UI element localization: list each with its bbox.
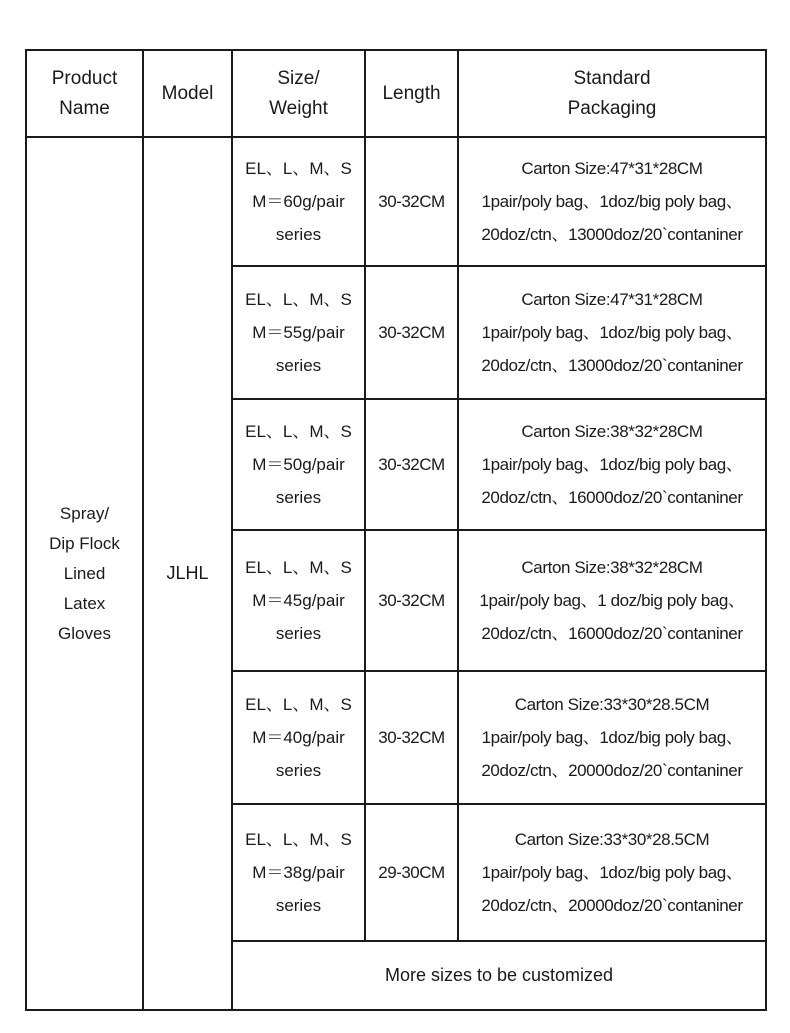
product-name-cell: Spray/ Dip Flock Lined Latex Gloves [26,137,143,1010]
size-weight-cell: EL、L、M、S M＝40g/pair series [232,671,365,804]
size-weight-cell: EL、L、M、S M＝38g/pair series [232,804,365,941]
header-model: Model [143,50,232,137]
length-cell: 29-30CM [365,804,458,941]
size-weight-cell: EL、L、M、S M＝45g/pair series [232,530,365,671]
length-cell: 30-32CM [365,399,458,530]
length-cell: 30-32CM [365,671,458,804]
packaging-cell: Carton Size:47*31*28CM 1pair/poly bag、1doz/big poly bag、 20doz/ctn、13000doz/20`contaniner [458,266,766,399]
size-weight-cell: EL、L、M、S M＝50g/pair series [232,399,365,530]
model-cell: JLHL [143,137,232,1010]
header-size-weight: Size/ Weight [232,50,365,137]
header-row [26,50,766,137]
packaging-cell: Carton Size:47*31*28CM 1pair/poly bag、1doz/big poly bag、 20doz/ctn、13000doz/20`contaniner [458,137,766,266]
packaging-cell: Carton Size:33*30*28.5CM 1pair/poly bag、1doz/big poly bag、 20doz/ctn、20000doz/20`contaniner [458,671,766,804]
header-product-name: Product Name [26,50,143,137]
spec-table [25,49,767,1011]
size-weight-cell: EL、L、M、S M＝55g/pair series [232,266,365,399]
length-cell: 30-32CM [365,266,458,399]
customization-note: More sizes to be customized [232,941,766,1010]
size-weight-cell: EL、L、M、S M＝60g/pair series [232,137,365,266]
packaging-cell: Carton Size:38*32*28CM 1pair/poly bag、1doz/big poly bag、 20doz/ctn、16000doz/20`contaniner [458,399,766,530]
length-cell: 30-32CM [365,137,458,266]
header-standard-packaging: Standard Packaging [458,50,766,137]
table-row [26,137,766,266]
packaging-cell: Carton Size:33*30*28.5CM 1pair/poly bag、1doz/big poly bag、 20doz/ctn、20000doz/20`contaniner [458,804,766,941]
packaging-cell: Carton Size:38*32*28CM 1pair/poly bag、1 doz/big poly bag、 20doz/ctn、16000doz/20`contaniner [458,530,766,671]
header-length: Length [365,50,458,137]
length-cell: 30-32CM [365,530,458,671]
